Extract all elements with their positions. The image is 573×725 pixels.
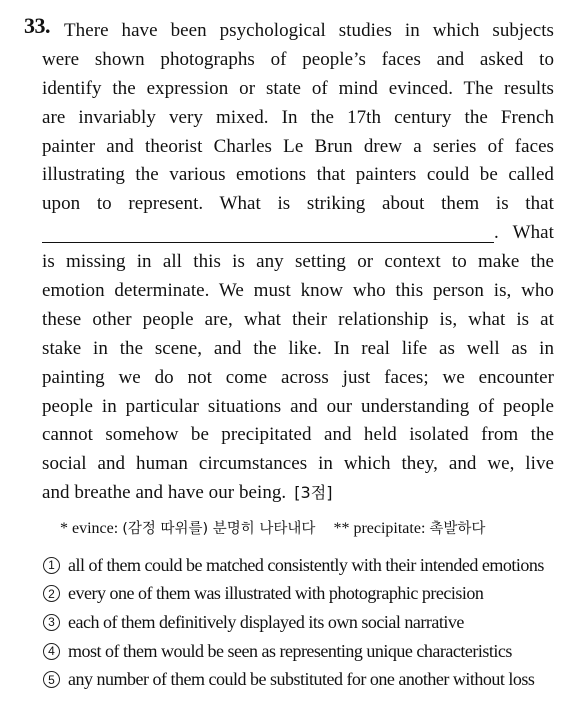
footnote-meaning: (감정 따위를) 분명히 나타내다 — [122, 521, 316, 537]
blank-line — [42, 219, 554, 248]
option-text: most of them would be seen as representing unique characteristics — [68, 640, 512, 661]
passage-line: There have been psychological studies in which subjects — [64, 20, 554, 41]
passage-line: stake in the scene, and the like. In real life as well as in — [42, 337, 554, 359]
answer-option-2[interactable] — [43, 580, 558, 609]
option-number-circle: 1 — [43, 557, 60, 574]
passage-line: and breathe and have our being. — [42, 482, 287, 504]
passage-last-line — [42, 479, 554, 508]
option-number-circle: 3 — [43, 614, 60, 631]
option-text: every one of them was illustrated with photographic precision — [68, 583, 484, 604]
passage-line: cannot somehow be precipitated and held isolated from the — [42, 424, 554, 446]
answer-option-4[interactable] — [43, 637, 558, 666]
passage-line: emotion determinate. We must know who this person is, who — [42, 280, 554, 302]
passage-line: these other people are, what their relationship is, what is at — [42, 308, 554, 330]
footnotes — [60, 518, 560, 540]
passage-line: painter and theorist Charles Le Brun drew a series of faces — [42, 135, 554, 157]
passage-line: are invariably very mixed. In the 17th century the French — [42, 106, 554, 128]
footnote-marker: * — [60, 520, 68, 537]
passage-line: social and human circumstances in which they, and we, live — [42, 453, 554, 475]
option-text: all of them could be matched consistently with their intended emotions — [68, 554, 544, 575]
passage-line: upon to represent. What is striking about them is that — [42, 193, 554, 215]
footnote-word: evince: — [72, 520, 119, 537]
option-number-circle: 4 — [43, 643, 60, 660]
footnote-meaning: 촉발하다 — [429, 521, 486, 537]
passage-line: painting we do not come across just faces; we encounter — [42, 366, 554, 388]
after-blank-text: . What — [494, 222, 554, 244]
answer-option-5[interactable] — [43, 665, 558, 694]
answer-options — [43, 551, 558, 694]
option-number-circle: 5 — [43, 671, 60, 688]
footnote-marker: ** — [333, 520, 350, 537]
passage-line: identify the expression or state of mind evinced. The results — [42, 77, 554, 99]
answer-blank — [42, 221, 494, 243]
points-badge: [3점] — [294, 483, 333, 503]
passage-line: is missing in all this is any setting or context to make the — [42, 251, 554, 273]
passage-line: illustrating the various emotions that painters could be called — [42, 164, 554, 186]
option-text: each of them definitively displayed its own social narrative — [68, 611, 464, 632]
option-number-circle: 2 — [43, 585, 60, 602]
footnote-word: precipitate: — [353, 520, 426, 537]
answer-option-1[interactable] — [43, 551, 558, 580]
passage-line: were shown photographs of people’s faces and asked to — [42, 48, 554, 70]
question-number: 33. — [24, 13, 50, 38]
passage-line: people in particular situations and our understanding of people — [42, 395, 554, 417]
passage — [42, 17, 554, 508]
option-text: any number of them could be substituted for one another without loss — [68, 669, 535, 690]
answer-option-3[interactable] — [43, 608, 558, 637]
